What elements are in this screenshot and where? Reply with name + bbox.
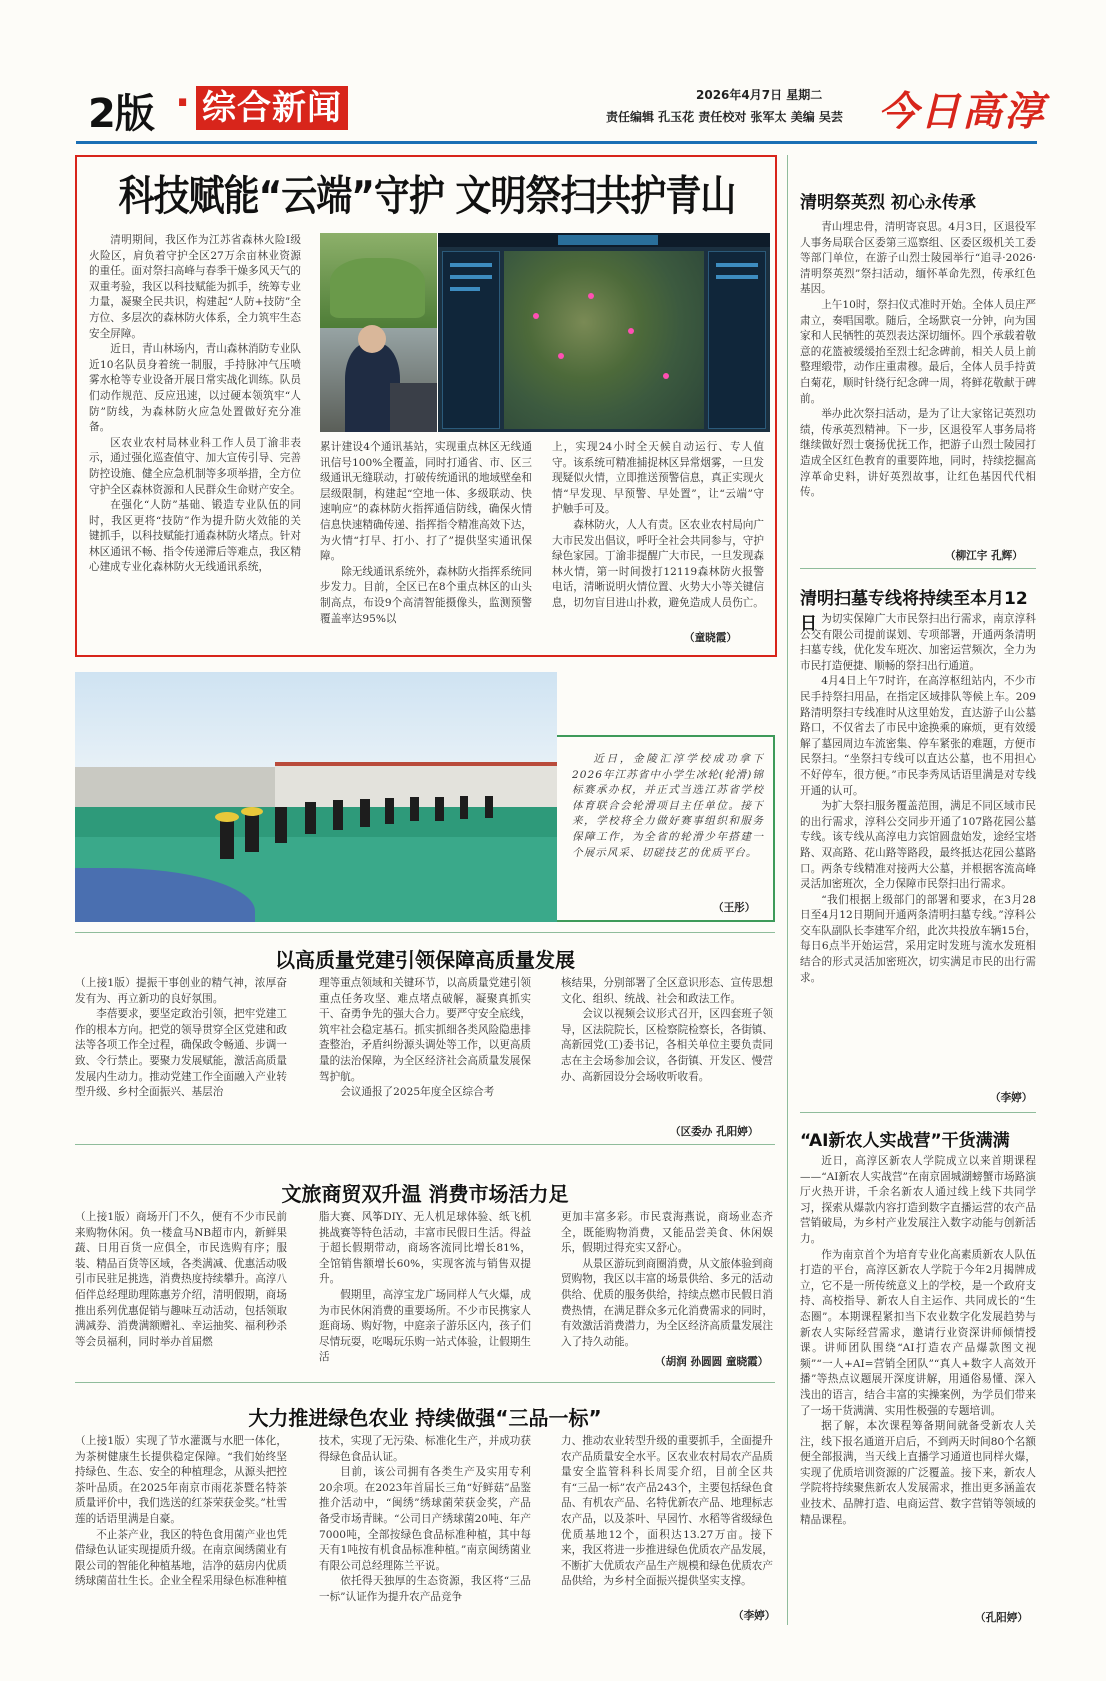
story2-col-1 bbox=[75, 1210, 287, 1366]
paragraph: 技术，实现了无污染、标准化生产，并成功获得绿色食品认证。 bbox=[319, 1435, 531, 1463]
page-dot: · bbox=[175, 80, 191, 126]
paragraph: 在强化“人防”基础、锻造专业队伍的同时，我区更将“技防”作为提升防火效能的关键抓手，以科技赋能打通森林防火堵点。针对林区通讯不畅、指令传递滞后等难点，我区精心建成专业化森林防火无线通讯系统， bbox=[89, 499, 301, 574]
paragraph: 目前，该公司拥有各类生产及实用专利20余项。在2023年首届长三角“好鲜菇”品鉴推介活动中，“闽绣”绣球菌荣获金奖，产品备受市场青睐。“公司日产绣球菌20吨、年产7000吨，全部按绿色食品标准种植，其中每天有1吨按有机食品标准种植。”南京闽绣菌业有限公司总经理陈兰平说。 bbox=[319, 1466, 531, 1572]
story3-headline: 大力推进绿色农业 持续做强“三品一标” bbox=[248, 1406, 602, 1430]
paragraph: （上接1版）提振干事创业的精气神，浓厚奋发有为、再立新功的良好氛围。 bbox=[75, 977, 287, 1005]
lead-headline: 科技赋能“云端”守护 文明祭扫共护青山 bbox=[118, 173, 736, 221]
divider bbox=[800, 1112, 1036, 1113]
lead-col-1 bbox=[89, 233, 301, 648]
side3-headline: “AI新农人实战营”干货满满 bbox=[800, 1131, 1010, 1151]
side2-byline: （李婷） bbox=[990, 1092, 1033, 1104]
skating-caption bbox=[572, 752, 764, 917]
paragraph: 力、推动农业转型升级的重要抓手，全面提升农产品质量安全水平。区农业农村局农产品质量安全监管科科长周雯介绍，目前全区共有“三品一标”农产品243个，主要包括绿色食品、有机农产品、名特优新农产品、地理标志农产品，以及茶叶、早园竹、水稻等省级绿色优质基地12个，面积达13.27万亩。接下来，我区将进一步推进绿色优质农产品发展，不断扩大优质农产品生产规模和绿色优质农产品供给，为乡村全面振兴提供坚实支撑。 bbox=[561, 1435, 773, 1588]
paragraph: 清明期间，我区作为江苏省森林火险Ⅰ级火险区，肩负着守护全区27万余亩林业资源的重任。面对祭扫高峰与春季干燥多风天气的双重考验，我区以科技赋能为抓手，统筹专业力量，凝聚全民共识，构建起“人防+技防”全方位、多层次的森林防火体系，全力筑牢生态安全屏障。 bbox=[89, 234, 301, 340]
skating-photo bbox=[75, 672, 557, 922]
side3-body bbox=[800, 1154, 1036, 1624]
paragraph: 会议以视频会议形式召开，区四套班子领导，区法院院长，区检察院检察长，各街镇、高新园党(工)委书记，各相关单位主要负责同志在主会场参加会议，各街镇、开发区、慢营办、高新园设分会场收听收看。 bbox=[561, 1008, 773, 1083]
side1-byline: （柳江宇 孔辉） bbox=[945, 550, 1023, 562]
paper-logo: 今日高淳 bbox=[878, 88, 1046, 135]
divider bbox=[75, 932, 775, 933]
paragraph: （上接1版）商场开门不久，便有不少市民前来购物休闲。负一楼盒马NB超市内，新鲜果蔬、日用百货一应俱全，市民选购有序；服装、精品百货等区域，各类满减、优惠活动吸引市民驻足挑选，消费热度持续攀升。高淳八佰伴总经理助理陈惠芳介绍，清明假期，商场推出系列优惠促销与趣味互动活动，包括领取满减券、消费满额赠礼、幸运抽奖、福利秒杀等会员福利，同时举办首届燃 bbox=[75, 1211, 287, 1348]
sidebar-divider bbox=[787, 155, 788, 1625]
paragraph: 为切实保障广大市民祭扫出行需求，南京淳科公交有限公司提前谋划、专项部署，开通两条清明扫墓专线，优化发车班次、加密运营频次，全力为市民打造便捷、顺畅的祭扫出行通道。 bbox=[800, 613, 1036, 672]
side1-body bbox=[800, 220, 1036, 560]
paragraph: 为扩大祭扫服务覆盖范围，满足不同区域市民的出行需求，淳科公交同步开通了107路花园公墓专线。该专线从高淳电力宾馆圆盘始发，途经宝塔路、双高路、花山路等路段，最终抵达花园公墓路口。两条专线精准对接两大公墓，并根据客流高峰灵活加密班次，全力保障市民祭扫出行需求。 bbox=[800, 800, 1036, 891]
paragraph: 上午10时，祭扫仪式准时开始。全体人员庄严肃立，奏唱国歌。随后，全场默哀一分钟，向为国家和人民牺牲的英烈表达深切缅怀。四个承载着敬意的花篮被缓缓抬至烈士纪念碑前，相关人员上前整理缎带，动作庄重肃穆。最后，全体人员手持黄白菊花，顺时针绕行纪念碑一周，将鲜花敬献于碑前。 bbox=[800, 298, 1036, 405]
paragraph: 近日，高淳区新农人学院成立以来首期课程——“AI新农人实战营”在南京固城湖螃蟹市场路演厅火热开讲，千余名新农人通过线上线下共同学习，探索从爆款内容打造到数字直播运营的农产品营销破局，为乡村产业发展注入数字动能与创新活力。 bbox=[800, 1155, 1036, 1245]
lead-byline: （童晓霞） bbox=[684, 632, 737, 644]
story1-col-3 bbox=[561, 976, 773, 1122]
paragraph: 会议通报了2025年度全区综合考 bbox=[340, 1086, 495, 1099]
paragraph: 依托得天独厚的生态资源，我区将“三品一标”认证作为提升农产品竞争 bbox=[319, 1575, 531, 1603]
caption-byline: （王彤） bbox=[713, 902, 756, 914]
paragraph: 举办此次祭扫活动，是为了让大家铭记英烈功绩，传承英烈精神。下一步，区退役军人事务局将继续做好烈士褒扬优抚工作，把游子山烈士陵园打造成全区红色教育的重要阵地，同时，持续挖掘高淳革命史料，讲好英烈故事，让红色基因代代相传。 bbox=[800, 408, 1036, 499]
paragraph: “我们根据上级部门的部署和要求，在3月28日至4月12日期间开通两条清明扫墓专线。”淳科公交车队副队长李建军介绍，此次共投放车辆15台，每日6点半开始运营，采用定时发班与流水发班相结合的形式灵活加密班次，切实满足市民的出行需求。 bbox=[800, 893, 1036, 984]
paragraph: 区农业农村局林业科工作人员丁渝非表示，通过强化巡查值守、加大宣传引导、完善防控设施、健全应急机制等多项举措，全方位守护全区森林资源和人民群众生命财产安全。 bbox=[89, 436, 301, 496]
date-line: 2026年4月7日 星期二 bbox=[696, 88, 823, 102]
story3-byline: （李婷） bbox=[733, 1610, 776, 1622]
paragraph: 4月4日上午7时许，在高淳枢纽站内，不少市民手持祭扫用品，在指定区域排队等候上车。209路清明祭扫专线准时从这里始发，直达游子山公墓路口，不仅省去了市民中途换乘的麻烦，更有效缓解了墓园周边车流密集、停车紧张的难题，方便市民祭扫。“坐祭扫专线可以直达公墓，也不用担心不好停车，很方便。”市民李秀凤话语里满是对专线开通的认可。 bbox=[800, 675, 1036, 797]
paragraph: 从景区游玩到商圈消费，从文旅体验到商贸购物，我区以丰富的场景供给、多元的活动供给、优质的服务供给，持续点燃市民假日消费热情，在满足群众多元化消费需求的同时，有效激活消费潜力，为全区经济高质量发展注入了持久动能。 bbox=[561, 1257, 773, 1348]
paragraph: 假期里，高淳宝龙广场同样人气火爆，成为市民休闲消费的重要场所。不少市民携家人逛商场、购好物，中庭亲子游乐区内，孩子们尽情玩耍，吃喝玩乐购一站式体验，让假期生活 bbox=[319, 1288, 531, 1364]
story3-col-3 bbox=[561, 1434, 773, 1620]
story1-col-1 bbox=[75, 976, 287, 1122]
side1-headline: 清明祭英烈 初心永传承 bbox=[800, 193, 976, 213]
paragraph: 李蓓要求，要坚定政治引领，把牢党建工作的根本方向。把党的领导贯穿全区党建和政法等各项工作全过程，确保政令畅通、步调一致、令行禁止。要聚力发展赋能，激活高质量发展内生动力。推动党建工作全面融入产业转型升级、乡村全面振兴、基层治 bbox=[75, 1008, 287, 1099]
paragraph: 脂大赛、风筝DIY、无人机足球体验、纸飞机挑战赛等特色活动，丰富市民假日生活。得益于超长假期带动，商场客流同比增长81%，全馆销售额增长60%，实现客流与销售双提升。 bbox=[319, 1211, 531, 1286]
caption-text: 近日，金陵汇淳学校成功拿下2026年江苏省中小学生冰轮(轮滑)锦标赛承办权，并正式当选江苏省学校体育联合会轮滑项目主任单位。接下来，学校将全力做好赛事组织和服务保障工作，为全省的轮滑少年搭建一个展示风采、切磋技艺的优质平台。 bbox=[572, 753, 764, 859]
story1-col-2 bbox=[319, 976, 531, 1122]
paragraph: 近日，青山林场内，青山森林消防专业队近10名队员身着统一制服，手持脉冲气压喷雾水枪等专业设备开展日常实战化训练。队员们动作规范、反应迅速，以过硬本领筑牢“人防”防线，为森林防火应急处置做好充分准备。 bbox=[89, 343, 301, 434]
editor-line: 责任编辑 孔玉花 责任校对 张军太 美编 吴芸 bbox=[606, 110, 843, 124]
paragraph: 森林防火，人人有责。区农业农村局向广大市民发出倡议，呼吁全社会共同参与，守护绿色家园。丁渝非提醒广大市民，一旦发现森林火情，第一时间拨打12119森林防火报警电话，清晰说明火情位置、火势大小等关键信息，切勿盲目进山扑救，避免造成人员伤亡。 bbox=[552, 518, 764, 609]
story1-byline: （区委办 孔阳婷） bbox=[670, 1126, 759, 1138]
paragraph: 据了解，本次课程筹备期间就备受新农人关注，线下报名通道开启后，不到两天时间80个名额便全部报满，当天线上直播学习通道也同样火爆，实现了优质培训资源的广泛覆盖。接下来，新农人学院将持续聚焦新农人发展需求，推出更多涵盖农业技术、品牌打造、电商运营、数字营销等领域的精品课程。 bbox=[800, 1420, 1036, 1526]
side3-byline: （孔阳婷） bbox=[975, 1612, 1028, 1624]
lead-col-2 bbox=[320, 440, 532, 648]
paragraph: 除无线通讯系统外，森林防火指挥系统同步发力。目前，全区已在8个重点林区的山头制高点，布设9个高清智能摄像头，监测预警覆盖率达95%以 bbox=[320, 565, 532, 625]
lead-col-3 bbox=[552, 440, 764, 648]
firefighter-photo bbox=[320, 233, 437, 432]
story1-headline: 以高质量党建引领保障高质量发展 bbox=[275, 948, 575, 972]
paragraph: 不止茶产业，我区的特色食用菌产业也凭借绿色认证实现提质升级。在南京闽绣菌业有限公司的智能化种植基地，洁净的菇房内优质绣球菌苗壮生长。企业全程采用绿色标准种植 bbox=[75, 1528, 287, 1588]
paragraph: 理等重点领域和关键环节，以高质量党建引领重点任务攻坚、难点堵点破解，凝聚真抓实干、奋勇争先的强大合力。要严守安全底线，筑牢社会稳定基石。抓实抓细各类风险隐患排查整治，矛盾纠纷源头调处等工作，以更高质量的法治保障，为全区经济社会高质量发展保驾护航。 bbox=[319, 977, 531, 1083]
page-number: 2版 bbox=[88, 91, 154, 137]
side2-headline: 清明扫墓专线将持续至本月12日 bbox=[800, 589, 1028, 634]
header-rule bbox=[76, 141, 1037, 144]
masthead bbox=[88, 78, 1046, 140]
story2-col-3 bbox=[561, 1210, 773, 1366]
fire-monitor-map bbox=[438, 233, 770, 432]
paragraph: 作为南京首个为培育专业化高素质新农人队伍打造的平台，高淳区新农人学院于今年2月揭牌成立，它不是一所传统意义上的学校，是一个政府支持、高校指导、新农人自主运作、共同成长的“生态圈”。本期课程紧扣当下农业数字化发展趋势与新农人实际经营需求，邀请行业资深讲师倾情授课。讲师团队围绕“AI打造农产品爆款图文视频”“一人+AI=营销全团队”“真人+数字人高效开播”等热点议题展开深度讲解，用通俗易懂、深入浅出的语言，结合丰富的实操案例，为学员们带来了一场干货满满、实用性极强的专题培训。 bbox=[800, 1248, 1036, 1417]
section-name: 综合新闻 bbox=[196, 86, 348, 130]
paragraph: 上，实现24小时全天候自动运行、专人值守。该系统可精准捕捉林区异常烟雾，一旦发现疑似火情，立即推送预警信息，真正实现火情“早发现、早预警、早处置”，让“云端”守护触手可及。 bbox=[552, 441, 764, 516]
story3-col-1 bbox=[75, 1434, 287, 1620]
story2-byline: （胡润 孙圆圆 童晓霞） bbox=[655, 1356, 769, 1368]
divider bbox=[800, 568, 1036, 569]
paragraph: 青山埋忠骨，清明寄哀思。4月3日，区退役军人事务局联合区委第三巡察组、区委区级机关工委等部门单位，在游子山烈士陵园举行“追寻·2026·清明祭英烈”祭扫活动，缅怀革命先烈，传承红色基因。 bbox=[800, 221, 1036, 296]
divider bbox=[75, 1382, 775, 1383]
side2-body bbox=[800, 612, 1036, 1102]
paragraph: （上接1版）实现了节水灌溉与水肥一体化，为茶树健康生长提供稳定保障。“我们始终坚持绿色、生态、安全的种植理念，从源头把控茶叶品质。在2025年南京市雨花茶暨名特茶质量评价中，我们选送的红茶荣获金奖。”杜雪莲的话语里满是自豪。 bbox=[75, 1435, 287, 1525]
divider bbox=[75, 1144, 775, 1145]
story3-col-2 bbox=[319, 1434, 531, 1620]
paragraph: 核结果，分别部署了全区意识形态、宣传思想文化、组织、统战、社会和政法工作。 bbox=[561, 977, 773, 1005]
paragraph: 累计建设4个通讯基站，实现重点林区无线通讯信号100%全覆盖，同时打通省、市、区三级通讯无缝联动，打破传统通讯的地域壁垒和层级限制，构建起“空地一体、多级联动、快速响应”的森林防火指挥通信防线，确保火情信息快速精确传递、指挥指令精准高效下达，为火情“打早、打小、打了”提供坚实通讯保障。 bbox=[320, 441, 532, 563]
story2-col-2 bbox=[319, 1210, 531, 1366]
story2-headline: 文旅商贸双升温 消费市场活力足 bbox=[281, 1182, 569, 1206]
paragraph: 更加丰富多彩。市民袁海燕说，商场业态齐全，既能购物消费，又能品尝美食、休闲娱乐，假期过得充实又舒心。 bbox=[561, 1211, 773, 1255]
